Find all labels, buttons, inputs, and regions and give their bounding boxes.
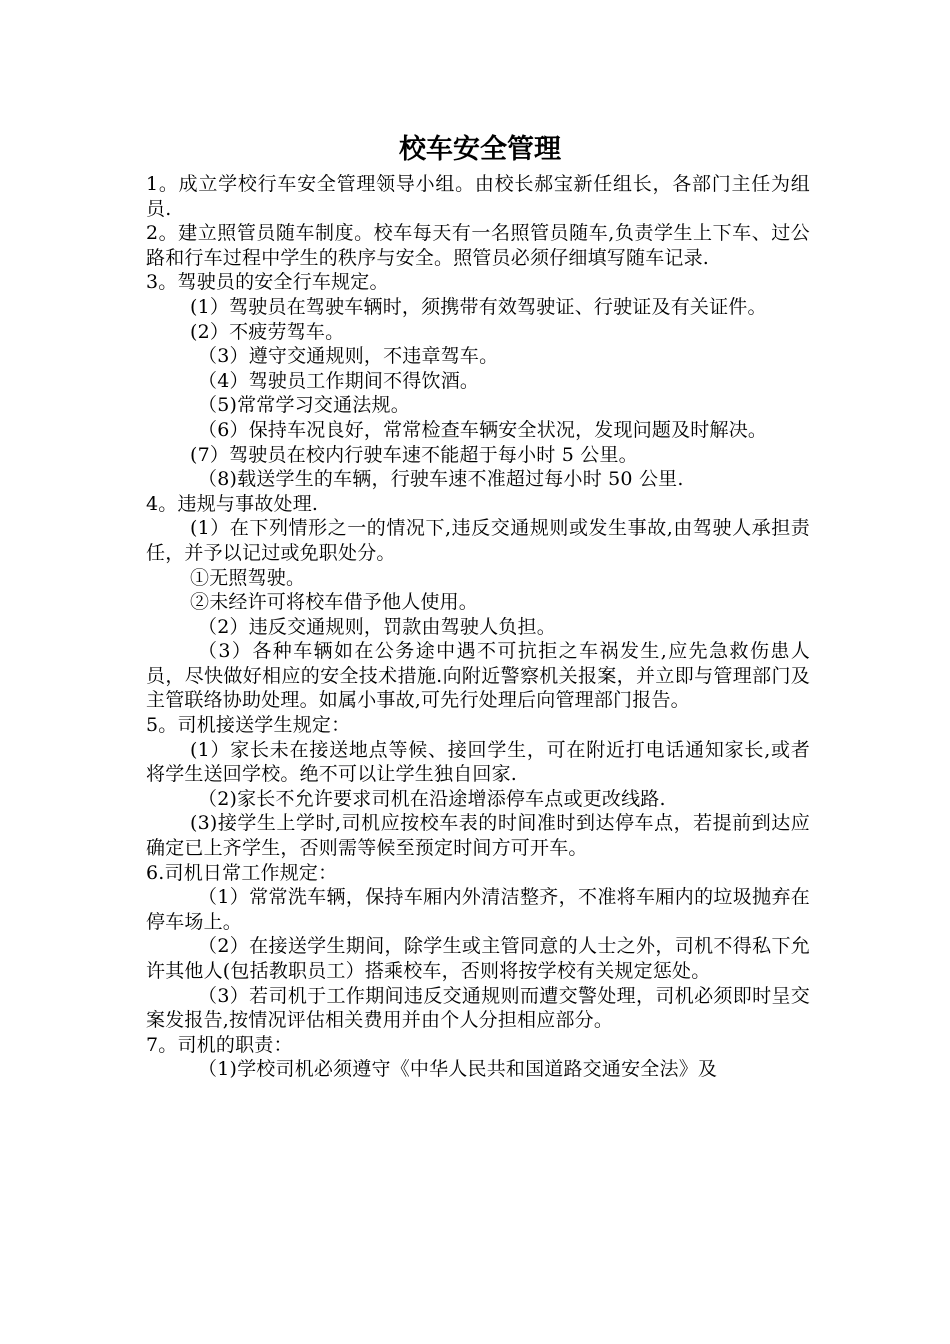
- paragraph: （1）常常洗车辆，保持车厢内外清洁整齐，不准将车厢内的垃圾抛弃在停车场上。: [146, 886, 810, 933]
- document-page: [146, 128, 810, 1082]
- paragraph: （5)常常学习交通法规。: [198, 394, 410, 417]
- paragraph: 6.司机日常工作规定：: [146, 861, 338, 884]
- paragraph: （2）违反交通规则，罚款由驾驶人负担。: [198, 615, 556, 638]
- document-body: [146, 172, 810, 1082]
- paragraph: ①无照驾驶。: [190, 566, 306, 589]
- paragraph: （3）遵守交通规则，不违章驾车。: [198, 345, 499, 368]
- paragraph: （2）在接送学生期间，除学生或主管同意的人士之外，司机不得私下允许其他人(包括教职员工）搭乘校车，否则将按学校有关规定惩处。: [146, 935, 810, 982]
- paragraph: 2。建立照管员随车制度。校车每天有一名照管员随车,负责学生上下车、过公路和行车过程中学生的秩序与安全。照管员必须仔细填写随车记录.: [146, 222, 810, 269]
- paragraph: 3。驾驶员的安全行车规定。: [146, 271, 389, 294]
- document-title: 校车安全管理: [399, 134, 561, 165]
- paragraph: （1)学校司机必须遵守《中华人民共和国道路交通安全法》及: [198, 1058, 718, 1081]
- paragraph: (7）驾驶员在校内行驶车速不能超于每小时 5 公里。: [190, 443, 638, 466]
- paragraph: (1）驾驶员在驾驶车辆时，须携带有效驾驶证、行驶证及有关证件。: [190, 295, 767, 318]
- paragraph: ②未经许可将校车借予他人使用。: [190, 591, 479, 614]
- paragraph: (1）在下列情形之一的情况下,违反交通规则或发生事故,由驾驶人承担责任，并予以记过或免职处分。: [146, 517, 810, 564]
- paragraph: 5。司机接送学生规定：: [146, 714, 351, 737]
- paragraph: 4。违规与事故处理.: [146, 492, 319, 515]
- paragraph: （6）保持车况良好，常常检查车辆安全状况，发现问题及时解决。: [198, 418, 768, 441]
- paragraph: (1）家长未在接送地点等候、接回学生，可在附近打电话通知家长,或者将学生送回学校。绝不可以让学生独自回家.: [146, 738, 810, 786]
- paragraph: （3）若司机于工作期间违反交通规则而遭交警处理，司机必须即时呈交案发报告,按情况评估相关费用并由个人分担相应部分。: [146, 984, 810, 1032]
- paragraph: （3）各种车辆如在公务途中遇不可抗拒之车祸发生,应先急救伤患人员，尽快做好相应的安全技术措施.向附近警察机关报案，并立即与管理部门及主管联络协助处理。如属小事故,可先行处理后向管理部门报告。: [146, 640, 810, 712]
- paragraph: （8)载送学生的车辆，行驶车速不准超过每小时 50 公里.: [198, 468, 684, 491]
- paragraph: （4）驾驶员工作期间不得饮酒。: [198, 369, 480, 392]
- paragraph: (3)接学生上学时,司机应按校车表的时间准时到达停车点，若提前到达应确定已上齐学生，否则需等候至预定时间方可开车。: [146, 812, 810, 860]
- paragraph: （2)家长不允许要求司机在沿途增添停车点或更改线路.: [198, 787, 666, 810]
- paragraph: 7。司机的职责：: [146, 1033, 293, 1056]
- paragraph: 1。成立学校行车安全管理领导小组。由校长郝宝新任组长，各部门主任为组员.: [146, 173, 810, 220]
- paragraph: (2）不疲劳驾车。: [190, 320, 345, 343]
